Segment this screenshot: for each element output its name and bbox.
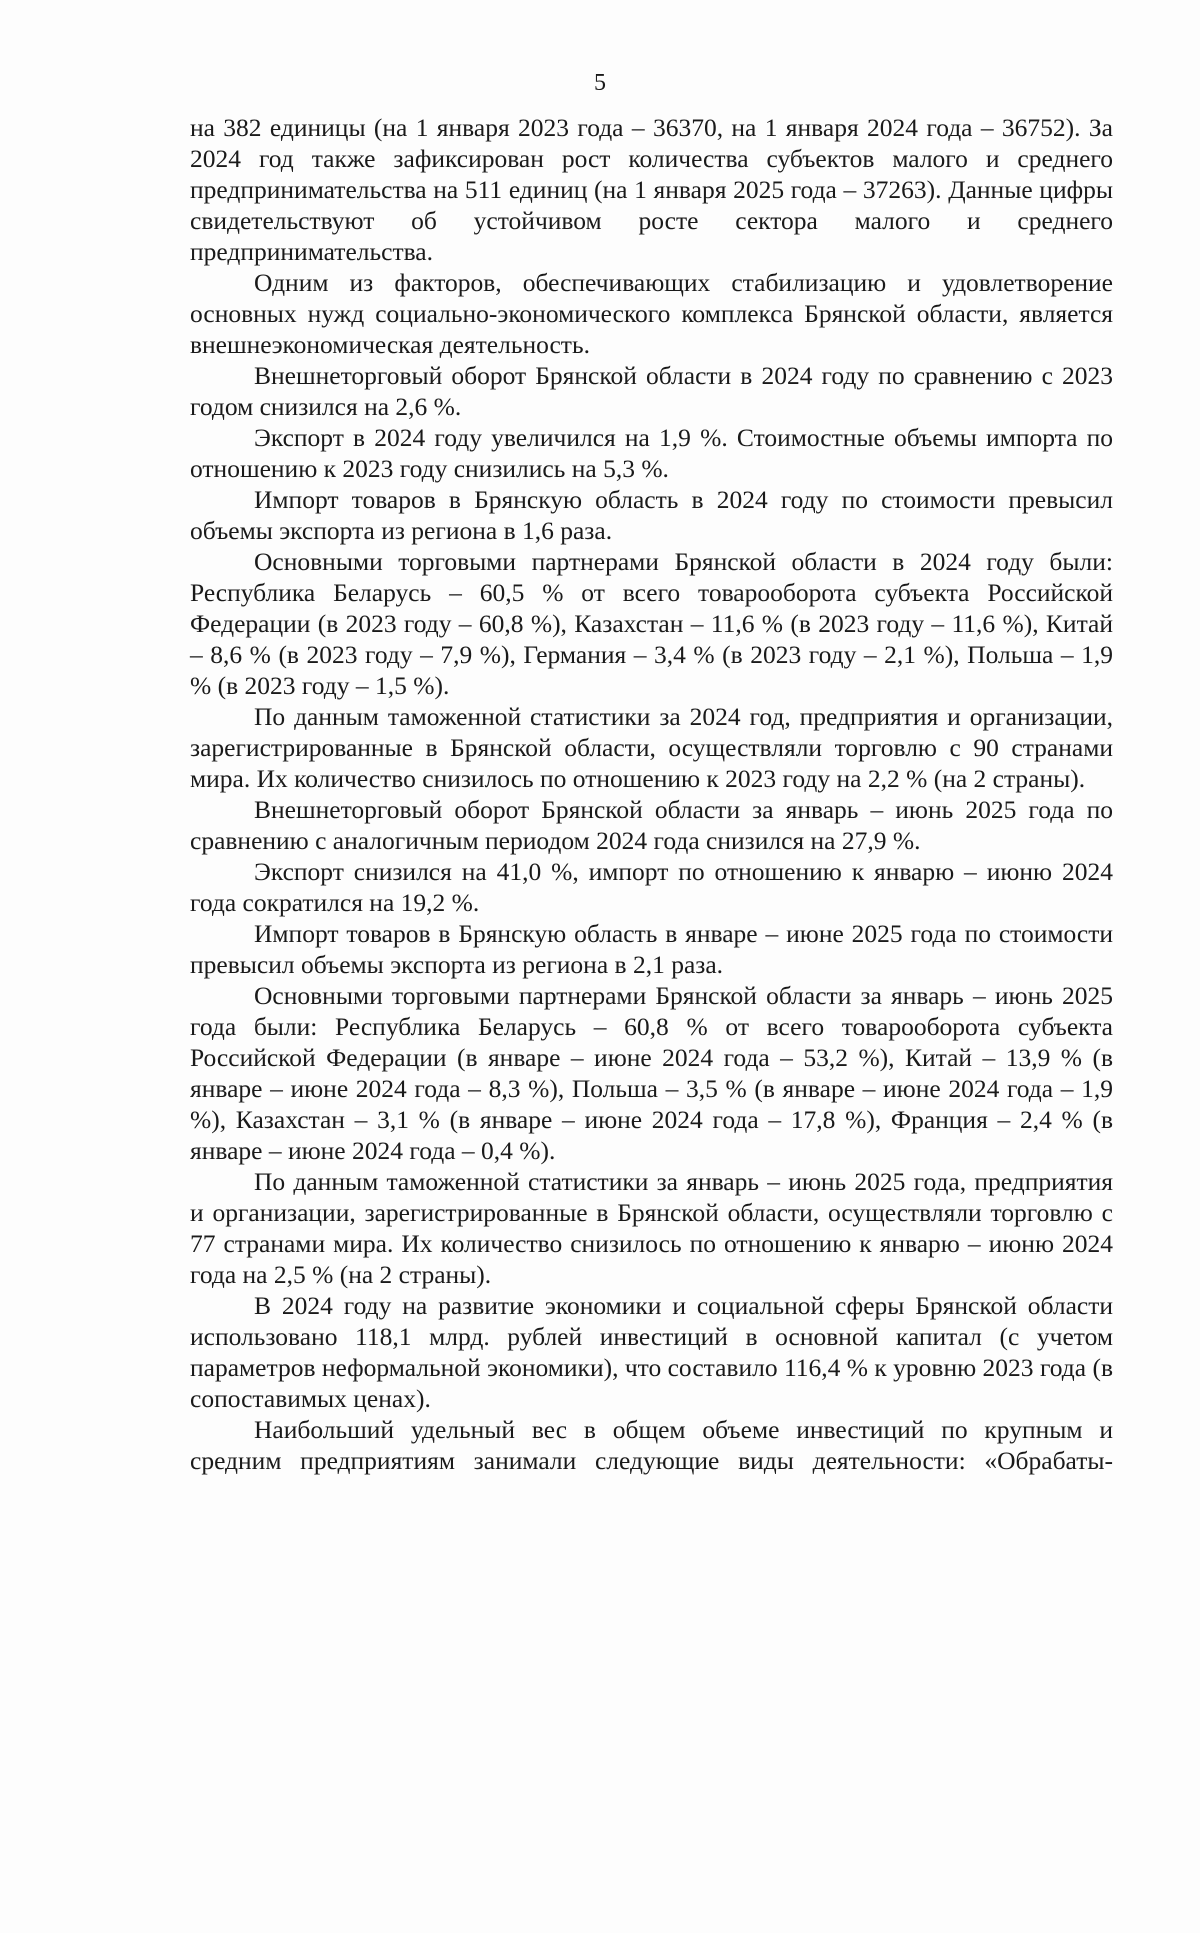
paragraph-trade-turnover-h1-2025: Внешнеторговый оборот Брянской области за январь – июнь 2025 года по сравнению с аналогичным периодом 2024 года снизился на 27,9 %. bbox=[190, 795, 1113, 855]
paragraph-sme-growth: на 382 единицы (на 1 января 2023 года – 36370, на 1 января 2024 года – 36752). За 2024 год также зафиксирован рост количества субъектов малого и среднего предпринимательства на 511 единиц (на 1 января 2025 года – 37263). Данные цифры свидетельствуют об устойчивом росте сектора малого и среднего предпринимательства. bbox=[190, 113, 1113, 266]
paragraph-export-import-2024: Экспорт в 2024 году увеличился на 1,9 %. Стоимостные объемы импорта по отношению к 2023 году снизились на 5,3 %. bbox=[190, 423, 1113, 483]
paragraph-investments-2024: В 2024 году на развитие экономики и социальной сферы Брянской области использовано 118,1 млрд. рублей инвестиций в основной капитал (с учетом параметров неформальной экономики), что составило 116,4 % к уровню 2023 года (в сопоставимых ценах). bbox=[190, 1291, 1113, 1413]
page-number: 5 bbox=[594, 70, 606, 96]
paragraph-export-import-h1-2025: Экспорт снизился на 41,0 %, импорт по отношению к январю – июню 2024 года сократился на 19,2 %. bbox=[190, 857, 1113, 917]
paragraph-import-ratio-2024: Импорт товаров в Брянскую область в 2024 году по стоимости превысил объемы экспорта из региона в 1,6 раза. bbox=[190, 485, 1113, 545]
paragraph-investment-structure: Наибольший удельный вес в общем объеме инвестиций по крупным и средним предприятиям занимали следующие виды деятельности: «Обрабаты- bbox=[190, 1415, 1113, 1475]
paragraph-foreign-economic-activity: Одним из факторов, обеспечивающих стабилизацию и удовлетворение основных нужд социально-экономического комплекса Брянской области, является внешнеэкономическая деятельность. bbox=[190, 268, 1113, 359]
paragraph-trade-turnover-2024: Внешнеторговый оборот Брянской области в 2024 году по сравнению с 2023 годом снизился на 2,6 %. bbox=[190, 361, 1113, 421]
paragraph-trade-partners-2024: Основными торговыми партнерами Брянской области в 2024 году были: Республика Беларусь – 60,5 % от всего товарооборота субъекта Российской Федерации (в 2023 году – 60,8 %), Казахстан – 11,6 % (в 2023 году – 11,6 %), Китай – 8,6 % (в 2023 году – 7,9 %), Германия – 3,4 % (в 2023 году – 2,1 %), Польша – 1,9 % (в 2023 году – 1,5 %). bbox=[190, 547, 1113, 700]
document-body bbox=[190, 112, 1113, 1476]
paragraph-import-ratio-h1-2025: Импорт товаров в Брянскую область в январе – июне 2025 года по стоимости превысил объемы экспорта из региона в 2,1 раза. bbox=[190, 919, 1113, 979]
paragraph-customs-statistics-h1-2025: По данным таможенной статистики за январь – июнь 2025 года, предприятия и организации, зарегистрированные в Брянской области, осуществляли торговлю с 77 странами мира. Их количество снизилось по отношению к январю – июню 2024 года на 2,5 % (на 2 страны). bbox=[190, 1167, 1113, 1289]
paragraph-customs-statistics-2024: По данным таможенной статистики за 2024 год, предприятия и организации, зарегистрированные в Брянской области, осуществляли торговлю с 90 странами мира. Их количество снизилось по отношению к 2023 году на 2,2 % (на 2 страны). bbox=[190, 702, 1113, 793]
paragraph-trade-partners-h1-2025: Основными торговыми партнерами Брянской области за январь – июнь 2025 года были: Республика Беларусь – 60,8 % от всего товарооборота субъекта Российской Федерации (в январе – июне 2024 года – 53,2 %), Китай – 13,9 % (в январе – июне 2024 года – 8,3 %), Польша – 3,5 % (в январе – июне 2024 года – 1,9 %), Казахстан – 3,1 % (в январе – июне 2024 года – 17,8 %), Франция – 2,4 % (в январе – июне 2024 года – 0,4 %). bbox=[190, 981, 1113, 1165]
